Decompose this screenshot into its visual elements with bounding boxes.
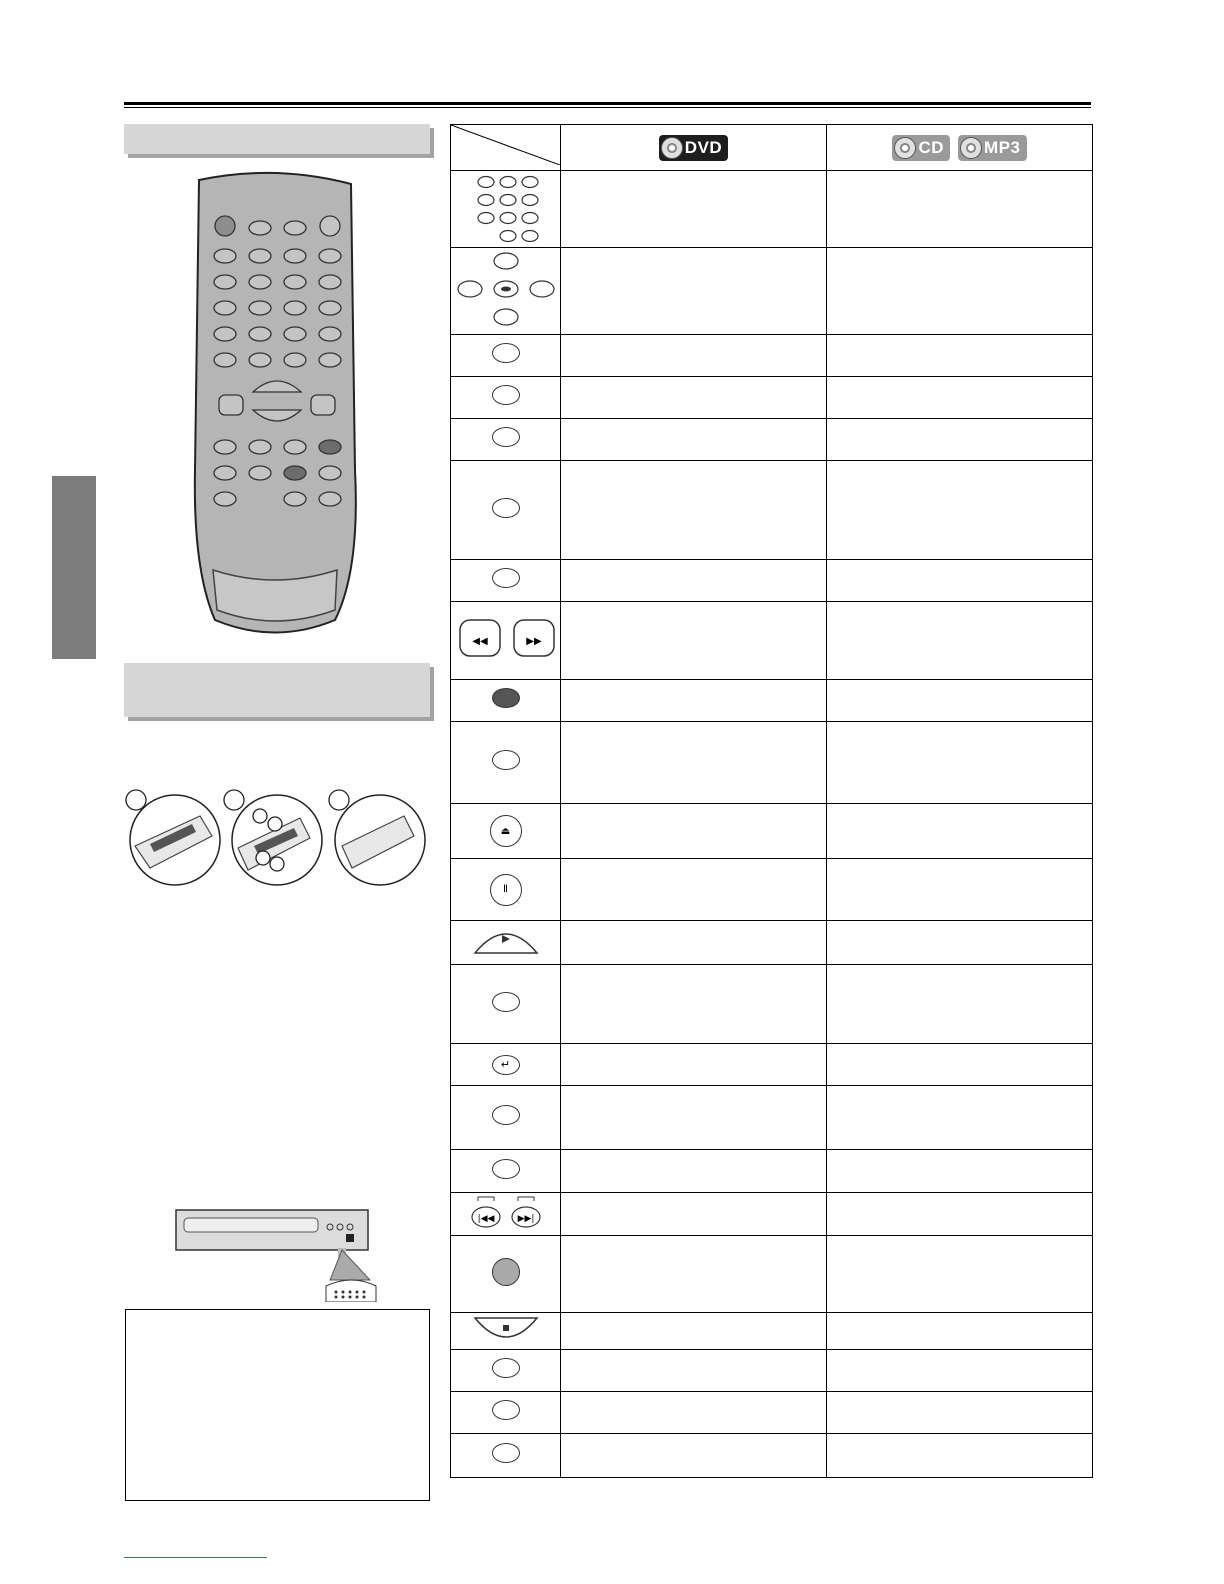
dvd-function-cell <box>561 1236 827 1313</box>
header-rule-thin <box>124 107 1091 108</box>
power-icon <box>492 1258 520 1286</box>
table-row <box>451 804 1093 859</box>
cursor-keys-icon <box>454 249 558 329</box>
cd-mp3-function-cell <box>827 680 1093 722</box>
table-row <box>451 680 1093 722</box>
table-header-row <box>451 125 1093 171</box>
dvd-player-illustration <box>170 1200 380 1302</box>
button-icon <box>492 1400 520 1420</box>
cd-mp3-function-cell <box>827 1392 1093 1434</box>
table-row <box>451 461 1093 560</box>
button-icon <box>492 385 520 405</box>
cd-mp3-function-cell <box>827 804 1093 859</box>
dvd-function-cell <box>561 804 827 859</box>
dvd-badge <box>659 135 728 161</box>
button-cell <box>451 1236 561 1313</box>
dvd-label: DVD <box>684 137 723 157</box>
button-cell <box>451 965 561 1044</box>
button-cell <box>451 560 561 602</box>
dvd-function-cell <box>561 921 827 965</box>
dvd-function-cell <box>561 419 827 461</box>
battery-install-illustration <box>120 786 430 890</box>
dvd-function-cell <box>561 1044 827 1086</box>
table-row <box>451 1236 1093 1313</box>
button-cell <box>451 680 561 722</box>
cd-mp3-function-cell <box>827 921 1093 965</box>
cd-mp3-function-cell <box>827 859 1093 921</box>
button-cell <box>451 461 561 560</box>
dvd-function-cell <box>561 171 827 248</box>
dvd-function-cell <box>561 1350 827 1392</box>
button-cell <box>451 921 561 965</box>
remote-control-illustration <box>185 170 365 640</box>
dvd-function-cell <box>561 1392 827 1434</box>
dvd-function-cell <box>561 602 827 680</box>
cd-mp3-function-cell <box>827 1434 1093 1478</box>
button-icon <box>492 1159 520 1179</box>
table-row <box>451 602 1093 680</box>
dvd-function-cell <box>561 377 827 419</box>
dvd-function-cell <box>561 560 827 602</box>
button-cell <box>451 722 561 804</box>
button-cell <box>451 335 561 377</box>
number-keypad-icon <box>466 172 546 242</box>
button-cell <box>451 248 561 335</box>
return-icon: ↵ <box>492 1055 520 1075</box>
cd-mp3-function-cell <box>827 1350 1093 1392</box>
cd-mp3-function-cell <box>827 171 1093 248</box>
button-cell <box>451 1193 561 1236</box>
button-cell <box>451 419 561 461</box>
dvd-function-cell <box>561 680 827 722</box>
table-row <box>451 921 1093 965</box>
skip-icon <box>466 1195 546 1229</box>
button-cell <box>451 1086 561 1150</box>
play-icon <box>471 923 541 957</box>
dvd-function-cell <box>561 1313 827 1350</box>
table-row <box>451 1434 1093 1478</box>
cd-mp3-function-cell <box>827 965 1093 1044</box>
remote-function-table <box>450 124 1093 1478</box>
table-row <box>451 722 1093 804</box>
button-icon <box>492 992 520 1012</box>
cd-mp3-function-cell <box>827 1044 1093 1086</box>
dvd-function-cell <box>561 335 827 377</box>
eject-icon: ⏏ <box>490 815 522 847</box>
cd-mp3-function-cell <box>827 722 1093 804</box>
button-icon <box>492 1358 520 1378</box>
table-row <box>451 859 1093 921</box>
cd-mp3-function-cell <box>827 1236 1093 1313</box>
disc-icon <box>661 137 683 159</box>
pause-icon: Ⅱ <box>490 874 522 906</box>
dvd-function-cell <box>561 1434 827 1478</box>
disc-icon <box>894 137 916 159</box>
button-cell <box>451 1350 561 1392</box>
table-row <box>451 965 1093 1044</box>
dvd-function-cell <box>561 248 827 335</box>
note-box <box>125 1309 430 1501</box>
mp3-label: MP3 <box>984 137 1021 157</box>
dvd-function-cell <box>561 1086 827 1150</box>
table-row <box>451 419 1093 461</box>
table-row <box>451 248 1093 335</box>
button-cell <box>451 377 561 419</box>
battery-section-heading <box>124 663 430 717</box>
header-cd-mp3-cell <box>827 125 1093 171</box>
svg-text:|◀◀: |◀◀ <box>477 1213 494 1224</box>
button-cell <box>451 602 561 680</box>
table-row <box>451 560 1093 602</box>
stop-icon <box>471 1314 541 1344</box>
table-row <box>451 1313 1093 1350</box>
button-cell <box>451 804 561 859</box>
dvd-function-cell <box>561 722 827 804</box>
button-cell <box>451 1392 561 1434</box>
disc-icon <box>960 137 982 159</box>
table-row <box>451 171 1093 248</box>
cd-mp3-function-cell <box>827 377 1093 419</box>
dvd-function-cell <box>561 965 827 1044</box>
header-rule <box>124 102 1091 105</box>
button-icon <box>492 427 520 447</box>
svg-text:◀◀: ◀◀ <box>471 636 488 647</box>
section-side-tab <box>52 476 96 659</box>
diagonal-line <box>451 125 560 165</box>
dvd-function-cell <box>561 859 827 921</box>
cd-mp3-function-cell <box>827 560 1093 602</box>
table-row <box>451 1392 1093 1434</box>
button-icon <box>492 568 520 588</box>
table-row <box>451 1350 1093 1392</box>
table-row <box>451 377 1093 419</box>
cd-label: CD <box>918 137 945 157</box>
header-dvd-cell <box>561 125 827 171</box>
cd-badge <box>892 135 950 161</box>
table-row <box>451 1193 1093 1236</box>
cd-mp3-function-cell <box>827 335 1093 377</box>
header-corner-cell <box>451 125 561 171</box>
remote-section-heading <box>124 124 430 154</box>
table-row <box>451 1150 1093 1193</box>
dvd-function-cell <box>561 461 827 560</box>
button-icon <box>492 498 520 518</box>
cd-mp3-function-cell <box>827 1086 1093 1150</box>
rewind-forward-icon <box>454 616 558 660</box>
button-icon <box>492 343 520 363</box>
footer-link-underline <box>124 1557 267 1558</box>
enter-button-icon <box>492 688 520 708</box>
table-row <box>451 335 1093 377</box>
button-icon <box>492 1105 520 1125</box>
table-row <box>451 1086 1093 1150</box>
button-cell <box>451 1434 561 1478</box>
button-cell <box>451 171 561 248</box>
cd-mp3-function-cell <box>827 1150 1093 1193</box>
cd-mp3-function-cell <box>827 602 1093 680</box>
cd-mp3-function-cell <box>827 1193 1093 1236</box>
button-cell <box>451 859 561 921</box>
cd-mp3-function-cell <box>827 419 1093 461</box>
dvd-function-cell <box>561 1150 827 1193</box>
cd-mp3-function-cell <box>827 248 1093 335</box>
button-icon <box>492 1443 520 1463</box>
button-cell <box>451 1150 561 1193</box>
svg-text:▶▶|: ▶▶| <box>517 1213 534 1224</box>
cd-mp3-function-cell <box>827 1313 1093 1350</box>
button-cell <box>451 1313 561 1350</box>
table-row <box>451 1044 1093 1086</box>
button-icon <box>492 750 520 770</box>
dvd-function-cell <box>561 1193 827 1236</box>
svg-text:▶▶: ▶▶ <box>525 636 542 647</box>
mp3-badge <box>958 135 1026 161</box>
cd-mp3-function-cell <box>827 461 1093 560</box>
button-cell <box>451 1044 561 1086</box>
